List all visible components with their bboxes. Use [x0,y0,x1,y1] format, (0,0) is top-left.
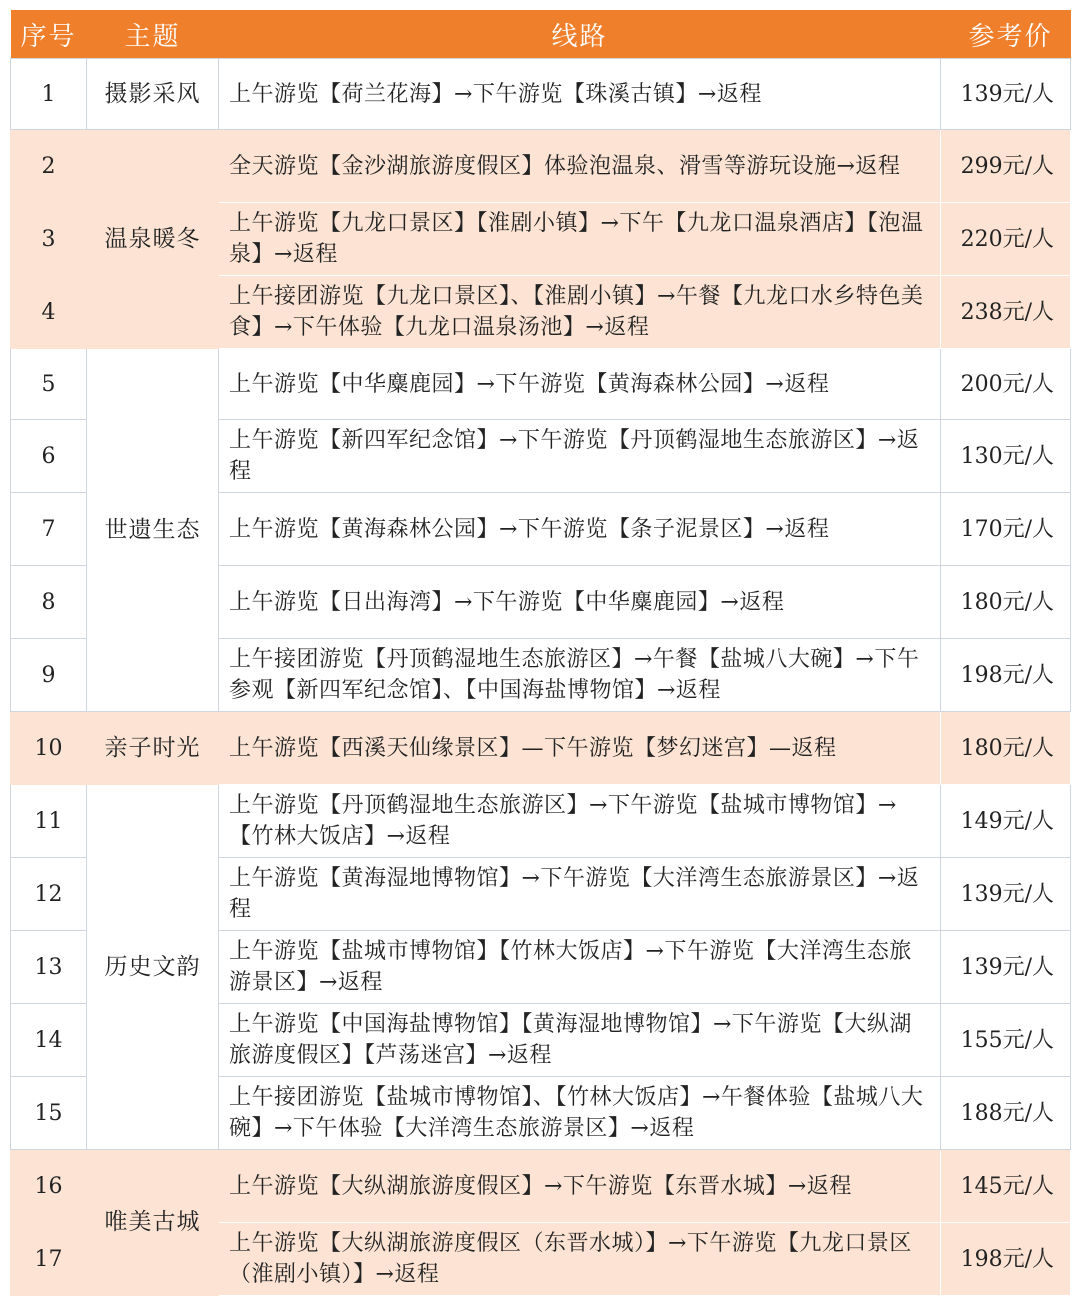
row-route: 上午游览【大纵湖旅游度假区（东晋水城）】→下午游览【九龙口景区（淮剧小镇）】→返程 [219,1223,941,1296]
table-row [11,349,1071,420]
row-number: 1 [11,59,87,130]
row-route: 上午游览【日出海湾】→下午游览【中华麋鹿园】→返程 [219,566,941,639]
route-price-table [10,10,1071,1296]
row-price: 145元/人 [941,1150,1071,1223]
row-route: 上午游览【大纵湖旅游度假区】→下午游览【东晋水城】→返程 [219,1150,941,1223]
row-number: 8 [11,566,87,639]
row-theme: 唯美古城 [87,1150,219,1296]
row-number: 2 [11,130,87,203]
row-number: 16 [11,1150,87,1223]
row-route: 上午接团游览【九龙口景区】、【淮剧小镇】→午餐【九龙口水乡特色美食】→下午体验【九龙口温泉汤池】→返程 [219,276,941,349]
row-route: 上午接团游览【丹顶鹤湿地生态旅游区】→午餐【盐城八大碗】→下午参观【新四军纪念馆】、【中国海盐博物馆】→返程 [219,639,941,712]
row-route: 上午游览【中国海盐博物馆】【黄海湿地博物馆】→下午游览【大纵湖旅游度假区】【芦荡迷宫】→返程 [219,1004,941,1077]
table-header-row [11,10,1071,59]
row-route: 上午游览【丹顶鹤湿地生态旅游区】→下午游览【盐城市博物馆】→【竹林大饭店】→返程 [219,785,941,858]
row-number: 17 [11,1223,87,1296]
row-price: 200元/人 [941,349,1071,420]
row-theme: 摄影采风 [87,59,219,130]
row-number: 15 [11,1077,87,1150]
row-route: 上午游览【荷兰花海】→下午游览【珠溪古镇】→返程 [219,59,941,130]
row-number: 5 [11,349,87,420]
table-row [11,712,1071,785]
row-number: 11 [11,785,87,858]
header-theme: 主题 [87,10,219,59]
row-number: 4 [11,276,87,349]
row-route: 上午游览【九龙口景区】【淮剧小镇】→下午【九龙口温泉酒店】【泡温泉】→返程 [219,203,941,276]
row-route: 全天游览【金沙湖旅游度假区】体验泡温泉、滑雪等游玩设施→返程 [219,130,941,203]
row-route: 上午游览【西溪天仙缘景区】—下午游览【梦幻迷宫】—返程 [219,712,941,785]
row-price: 198元/人 [941,639,1071,712]
row-number: 3 [11,203,87,276]
row-price: 188元/人 [941,1077,1071,1150]
row-route: 上午游览【黄海森林公园】→下午游览【条子泥景区】→返程 [219,493,941,566]
row-price: 139元/人 [941,931,1071,1004]
row-number: 9 [11,639,87,712]
header-route: 线路 [219,10,941,59]
table-row [11,1150,1071,1223]
row-number: 13 [11,931,87,1004]
row-theme: 亲子时光 [87,712,219,785]
header-no: 序号 [11,10,87,59]
row-number: 6 [11,420,87,493]
row-price: 180元/人 [941,712,1071,785]
header-price: 参考价 [941,10,1071,59]
row-theme: 温泉暖冬 [87,130,219,349]
row-price: 220元/人 [941,203,1071,276]
row-price: 130元/人 [941,420,1071,493]
row-number: 10 [11,712,87,785]
table-row [11,785,1071,858]
row-price: 238元/人 [941,276,1071,349]
row-theme: 历史文韵 [87,785,219,1150]
row-price: 139元/人 [941,858,1071,931]
table-row [11,59,1071,130]
row-price: 139元/人 [941,59,1071,130]
row-price: 149元/人 [941,785,1071,858]
row-number: 14 [11,1004,87,1077]
row-theme: 世遗生态 [87,349,219,712]
row-route: 上午游览【黄海湿地博物馆】→下午游览【大洋湾生态旅游景区】→返程 [219,858,941,931]
row-price: 198元/人 [941,1223,1071,1296]
table-row [11,130,1071,203]
row-price: 299元/人 [941,130,1071,203]
row-route: 上午游览【中华麋鹿园】→下午游览【黄海森林公园】→返程 [219,349,941,420]
row-price: 155元/人 [941,1004,1071,1077]
row-number: 7 [11,493,87,566]
row-route: 上午游览【新四军纪念馆】→下午游览【丹顶鹤湿地生态旅游区】→返程 [219,420,941,493]
row-price: 180元/人 [941,566,1071,639]
row-route: 上午游览【盐城市博物馆】【竹林大饭店】→下午游览【大洋湾生态旅游景区】→返程 [219,931,941,1004]
row-price: 170元/人 [941,493,1071,566]
row-route: 上午接团游览【盐城市博物馆】、【竹林大饭店】→午餐体验【盐城八大碗】→下午体验【大洋湾生态旅游景区】→返程 [219,1077,941,1150]
row-number: 12 [11,858,87,931]
